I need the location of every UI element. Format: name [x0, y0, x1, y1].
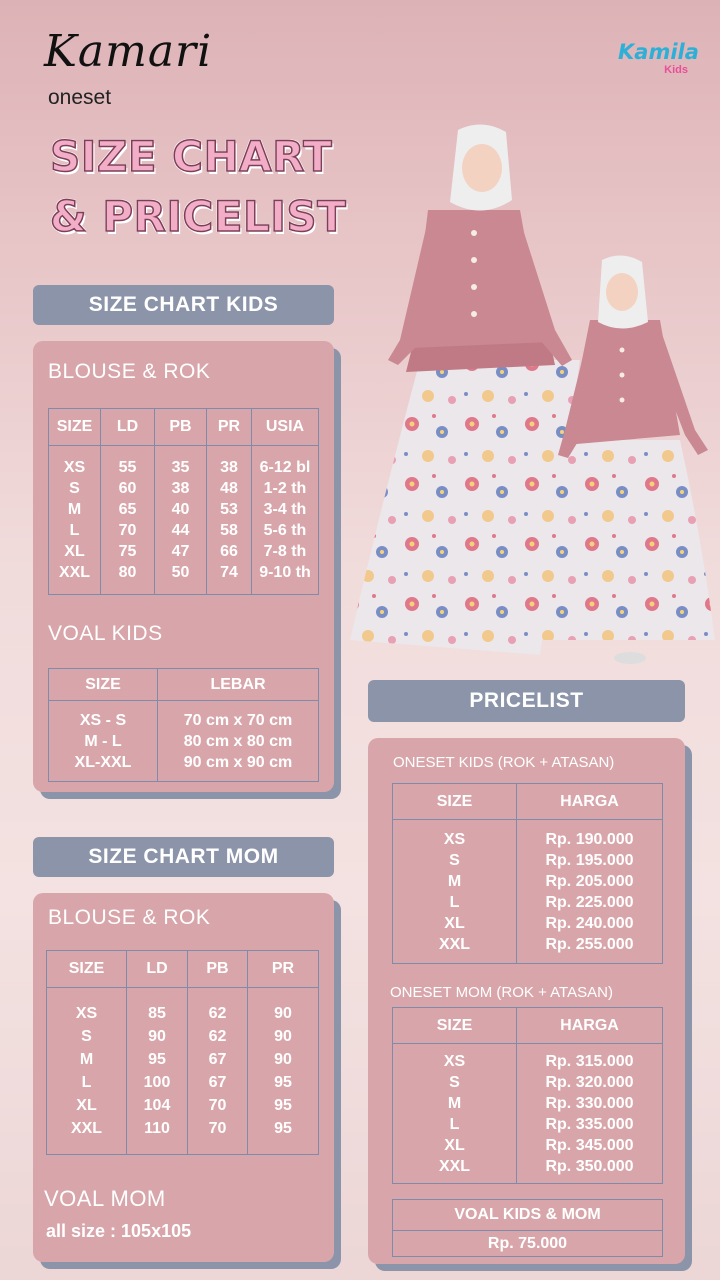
table-cell: S: [449, 851, 460, 869]
table-cell: Rp. 350.000: [545, 1157, 634, 1175]
table-cell: 70: [208, 1097, 227, 1114]
kids-blouse-table: [48, 408, 319, 595]
table-cell: L: [449, 893, 460, 911]
table-cell: L: [81, 1074, 92, 1091]
table-cell: 6-12 bl: [259, 459, 311, 476]
column-pr: [207, 446, 252, 594]
header-usia: USIA: [265, 418, 305, 435]
table-cell: 90: [148, 1028, 166, 1045]
table-cell: 95: [148, 1051, 166, 1068]
table-cell: 44: [171, 522, 190, 539]
kids-blouse-heading: BLOUSE & ROK: [48, 360, 211, 383]
table-cell: L: [69, 522, 80, 539]
size-chart-mom-panel: [33, 893, 334, 1262]
pricelist-voal-table: [392, 1199, 663, 1257]
column-pb: [188, 988, 248, 1154]
table-cell: 67: [208, 1051, 227, 1068]
table-cell: 90: [274, 1051, 292, 1068]
headline-line-2: & PRICELIST: [50, 192, 347, 241]
column-pb: [155, 446, 207, 594]
table-cell: XXL: [58, 564, 91, 581]
pricelist-kids-table: [392, 783, 663, 964]
table-header: [393, 784, 662, 820]
table-cell: 9-10 th: [259, 564, 311, 581]
column-price: [393, 1231, 662, 1256]
table-cell: 110: [144, 1120, 170, 1137]
table-cell: M - L: [84, 732, 122, 750]
table-cell: 80 cm x 80 cm: [183, 732, 293, 750]
pricelist-bar: PRICELIST: [368, 680, 685, 722]
table-cell: 70: [208, 1120, 227, 1137]
column-usia: [252, 446, 318, 594]
brand-title: Kamari: [44, 26, 213, 77]
table-cell: XS: [443, 1052, 466, 1070]
table-cell: XXL: [438, 1157, 471, 1175]
mom-voal-heading: VOAL MOM: [44, 1186, 166, 1211]
header-pr: PR: [271, 960, 295, 977]
table-body: [49, 701, 318, 781]
table-cell: S: [449, 1073, 460, 1091]
table-body: [393, 1231, 662, 1256]
table-cell: S: [81, 1028, 92, 1045]
table-cell: 50: [171, 564, 190, 581]
table-body: [393, 820, 662, 963]
table-cell: 38: [171, 480, 190, 497]
table-cell: XS: [443, 830, 466, 848]
table-cell: 95: [274, 1120, 292, 1137]
table-cell: XL-XXL: [74, 753, 132, 771]
table-cell: Rp. 335.000: [545, 1115, 634, 1133]
product-photo: [340, 110, 720, 680]
table-cell: M: [67, 501, 82, 518]
column-size: [393, 820, 517, 963]
logo-subtext: Kids: [664, 64, 688, 76]
pricelist-panel: [368, 738, 685, 1264]
table-cell: 7-8 th: [263, 543, 307, 560]
table-header: [393, 1200, 662, 1231]
header-ld: LD: [101, 409, 155, 445]
table-cell: Rp. 225.000: [545, 893, 634, 911]
column-lebar: [158, 701, 318, 781]
column-harga: [517, 1044, 662, 1183]
table-body: [47, 988, 318, 1154]
column-size: [47, 988, 127, 1154]
table-cell: 65: [118, 501, 137, 518]
table-header: [49, 409, 318, 446]
table-cell: XS: [63, 459, 86, 476]
table-cell: L: [449, 1115, 460, 1133]
header-size: SIZE: [393, 784, 517, 819]
table-cell: 55: [118, 459, 137, 476]
header-size: SIZE: [393, 1008, 517, 1043]
table-cell: M: [447, 872, 462, 890]
column-size: [49, 446, 101, 594]
table-cell: Rp. 190.000: [545, 830, 634, 848]
header-pb: PB: [155, 409, 207, 445]
header-size: SIZE: [49, 669, 158, 700]
table-body: [393, 1044, 662, 1183]
mom-blouse-table: [46, 950, 319, 1155]
voal-title: VOAL KIDS & MOM: [454, 1206, 601, 1223]
table-cell: 104: [143, 1097, 171, 1114]
size-chart-kids-panel: [33, 341, 334, 792]
table-cell: Rp. 315.000: [545, 1052, 634, 1070]
column-ld: [127, 988, 188, 1154]
table-cell: 62: [208, 1028, 227, 1045]
table-cell: Rp. 205.000: [545, 872, 634, 890]
table-cell: 95: [274, 1074, 292, 1091]
header-harga: HARGA: [560, 792, 619, 810]
header-size: SIZE: [49, 409, 101, 445]
table-cell: 38: [220, 459, 238, 476]
table-cell: 70 cm x 70 cm: [183, 711, 293, 729]
table-header: [47, 951, 318, 988]
table-cell: 66: [220, 543, 238, 560]
table-cell: 60: [118, 480, 137, 497]
table-cell: XL: [444, 914, 465, 932]
column-harga: [517, 820, 662, 963]
header-pb: PB: [188, 951, 248, 987]
table-cell: 90: [274, 1028, 292, 1045]
table-header: [393, 1008, 662, 1044]
table-cell: 80: [118, 564, 137, 581]
table-cell: 58: [220, 522, 238, 539]
kids-voal-table: [48, 668, 319, 782]
header-pr: PR: [207, 409, 252, 445]
pricelist-mom-table: [392, 1007, 663, 1184]
headline-line-1: SIZE CHART: [50, 132, 333, 181]
table-cell: 90: [274, 1005, 292, 1022]
table-cell: Rp. 320.000: [545, 1073, 634, 1091]
table-cell: 3-4 th: [263, 501, 307, 518]
table-cell: XS: [75, 1005, 98, 1022]
pricelist-kids-heading: ONESET KIDS (ROK + ATASAN): [393, 754, 615, 771]
logo-text: Kamila: [618, 40, 699, 64]
table-cell: 85: [148, 1005, 166, 1022]
table-cell: 62: [208, 1005, 227, 1022]
table-cell: S: [69, 480, 80, 497]
voal-price: Rp. 75.000: [487, 1235, 568, 1252]
table-cell: 95: [274, 1097, 292, 1114]
table-body: [49, 446, 318, 594]
table-cell: XXL: [438, 935, 471, 953]
table-cell: 35: [171, 459, 190, 476]
column-size: [393, 1044, 517, 1183]
table-cell: XL: [444, 1136, 465, 1154]
table-cell: Rp. 240.000: [545, 914, 634, 932]
table-cell: XL: [64, 543, 85, 560]
column-pr: [248, 988, 318, 1154]
header-lebar: LEBAR: [210, 675, 266, 693]
table-cell: 75: [118, 543, 137, 560]
table-cell: M: [447, 1094, 462, 1112]
size-chart-mom-bar: SIZE CHART MOM: [33, 837, 334, 877]
table-cell: XXL: [70, 1120, 103, 1137]
pricelist-mom-heading: ONESET MOM (ROK + ATASAN): [390, 984, 613, 1001]
table-cell: Rp. 255.000: [545, 935, 634, 953]
table-cell: 70: [118, 522, 137, 539]
table-cell: Rp. 345.000: [545, 1136, 634, 1154]
table-cell: Rp. 330.000: [545, 1094, 634, 1112]
table-cell: 67: [208, 1074, 227, 1091]
mom-voal-text: all size : 105x105: [46, 1221, 192, 1241]
table-cell: 74: [220, 564, 238, 581]
table-cell: 47: [171, 543, 190, 560]
brand-logo: [614, 40, 699, 86]
table-cell: 90 cm x 90 cm: [183, 753, 293, 771]
header-harga: HARGA: [560, 1016, 619, 1034]
table-cell: Rp. 195.000: [545, 851, 634, 869]
table-cell: 48: [220, 480, 238, 497]
table-cell: 100: [143, 1074, 171, 1091]
table-cell: 53: [220, 501, 238, 518]
size-chart-kids-bar: SIZE CHART KIDS: [33, 285, 334, 325]
table-cell: M: [79, 1051, 94, 1068]
column-size: [49, 701, 158, 781]
column-ld: [101, 446, 155, 594]
brand-subtitle: oneset: [48, 86, 112, 109]
table-cell: 5-6 th: [263, 522, 307, 539]
table-cell: XL: [76, 1097, 97, 1114]
mom-blouse-heading: BLOUSE & ROK: [48, 906, 211, 929]
table-cell: 40: [171, 501, 190, 518]
table-cell: 1-2 th: [263, 480, 307, 497]
kids-voal-heading: VOAL KIDS: [48, 622, 163, 645]
table-cell: XS - S: [79, 711, 127, 729]
table-header: [49, 669, 318, 701]
header-ld: LD: [127, 951, 188, 987]
header-size: SIZE: [47, 951, 127, 987]
